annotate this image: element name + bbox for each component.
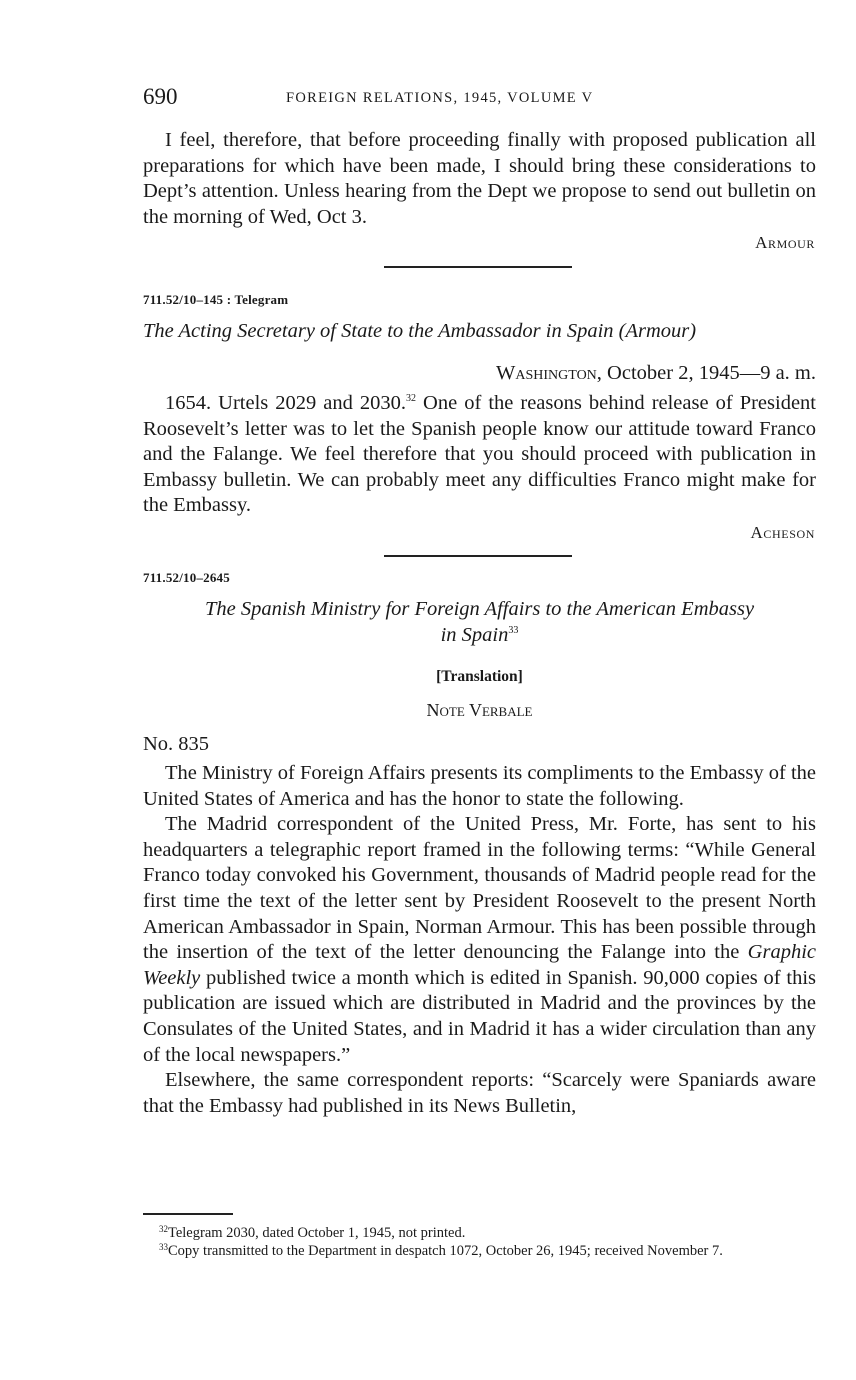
signature-acheson: Acheson — [750, 523, 815, 542]
running-head: FOREIGN RELATIONS, 1945, VOLUME V — [286, 90, 594, 106]
document-reference: 711.52/10–145 : Telegram — [143, 292, 289, 307]
footnote-33 — [143, 1242, 816, 1260]
continued-paragraph: I feel, therefore, that before proceeding finally with proposed publication all preparations for which have been made, I should bring these considerations to Dept’s attention. Unless hearing from the Dept we propose to send out bulletin on the morning of Wed, Oct 3. — [143, 129, 816, 228]
signature-armour: Armour — [755, 233, 815, 252]
document-title-line2-text: in Spain — [440, 624, 509, 646]
note-body — [143, 761, 816, 1119]
note-type: Note Verbale — [426, 700, 533, 720]
telegram-paragraph — [143, 391, 816, 519]
document-reference: 711.52/10–2645 — [143, 570, 230, 585]
footnote-text: Copy transmitted to the Department in despatch 1072, October 26, 1945; received November 7. — [168, 1243, 723, 1259]
footnote-marker: 32 — [159, 1224, 168, 1234]
telegram-body — [143, 391, 816, 519]
note-paragraph-3: Elsewhere, the same correspondent reports: “Scarcely were Spaniards aware that the Embassy had published in its News Bulletin, — [143, 1069, 816, 1117]
document-title-line1: The Spanish Ministry for Foreign Affairs to the American Embassy — [204, 598, 755, 620]
document-title: The Acting Secretary of State to the Ambassador in Spain (Armour) — [143, 320, 697, 342]
note-paragraph-2-start: The Madrid correspondent of the United Press, Mr. Forte, has sent to his headquarters a telegraphic report framed in the following terms: “While General Franco today convoked his Government, thousands of Madrid people read for the first time the text of the letter sent by President Roosevelt to the present North American Ambassador in Spain, Norman Armour. This has been possible through the insertion of the text of the letter denouncing the Falange into the — [143, 813, 816, 964]
dateline — [143, 361, 816, 387]
page-number: 690 — [143, 84, 178, 109]
note-paragraph-2-end: published twice a month which is edited in Spanish. 90,000 copies of this publication are issued which are distributed in Madrid and the provinces by the Consulates of the United States, and in Madrid it has a wider circulation than any of the local newspapers.” — [143, 966, 816, 1066]
footnotes — [143, 1224, 816, 1260]
footnote-divider — [143, 1213, 233, 1215]
telegram-paragraph-start: 1654. Urtels 2029 and 2030. — [165, 392, 407, 414]
telegram-paragraph-rest: One of the reasons behind release of President Roosevelt’s letter was to let the Spanish people know our attitude toward Franco and the Falange. We feel therefore that you should proceed with publication in Embassy bulletin. We can probably meet any difficulties Franco might make for the Embassy. — [143, 392, 816, 517]
section-divider — [384, 266, 572, 268]
footnote-ref-32: 32 — [406, 393, 417, 404]
dateline-place: Washington — [496, 362, 597, 384]
publication-title: Graphic Weekly — [143, 941, 816, 989]
translation-note: [Translation] — [436, 668, 523, 685]
footnote-32 — [143, 1224, 816, 1242]
document-title — [143, 596, 816, 648]
section-divider — [384, 555, 572, 557]
dateline-date: , October 2, 1945—9 a. m. — [596, 362, 816, 384]
note-number: No. 835 — [143, 733, 210, 755]
page-header — [143, 84, 815, 112]
note-paragraph-1: The Ministry of Foreign Affairs presents its compliments to the Embassy of the United States of America and has the honor to state the following. — [143, 762, 816, 810]
note-paragraph-2 — [143, 812, 816, 1068]
footnote-text: Telegram 2030, dated October 1, 1945, not printed. — [168, 1225, 466, 1241]
footnote-marker: 33 — [159, 1242, 168, 1252]
document-title-line2 — [143, 622, 816, 648]
footnote-ref-33: 33 — [508, 625, 519, 636]
continued-paragraph-block — [143, 128, 816, 230]
